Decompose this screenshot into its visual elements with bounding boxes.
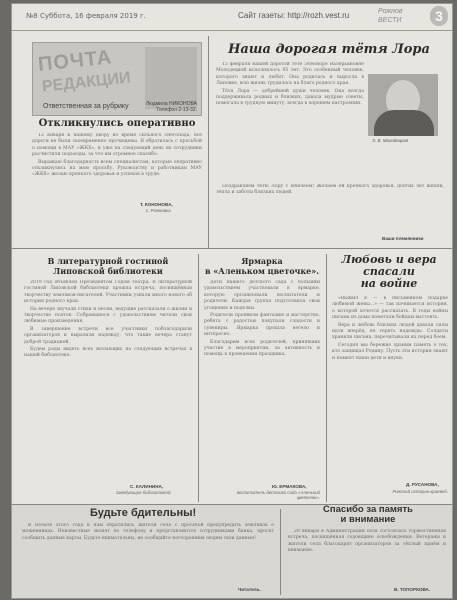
newspaper-page xyxy=(12,4,452,598)
title-line: спасали xyxy=(363,265,415,278)
bottom-right-title xyxy=(292,505,444,525)
article-prompt-title: Откликнулись оперативно xyxy=(38,118,196,129)
title-line: Спасибо за память xyxy=(323,504,413,515)
column-responsible: Ответственная за рубрику xyxy=(43,103,129,110)
article-love-signature-note: Рижский историк-краевед. xyxy=(392,489,448,494)
article-library-title xyxy=(24,256,192,276)
title-line: в «Аленьком цветочке». xyxy=(204,266,320,276)
article-library-signature-note: заведующая библиотекой. xyxy=(116,490,172,495)
article-fair-title xyxy=(204,256,320,276)
portrait-body xyxy=(374,110,434,136)
bottom-left-signature: Читатель. xyxy=(238,587,261,592)
paragraph: Поздравляем тётю Лору с юбилеем! Желаем ей крепкого здоровья, долгих лет жизни, тепла и заботы близких людей. xyxy=(216,184,444,196)
article-prompt-signature-note: с. Рожновка. xyxy=(146,208,172,213)
page-header xyxy=(12,4,452,31)
bottom-left-title: Будьте бдительны! xyxy=(90,507,197,519)
column-divider xyxy=(208,36,209,248)
article-prompt-signature: Т. КОНОНОВА, xyxy=(140,202,173,207)
bottom-strip xyxy=(12,504,452,598)
title-line: В литературной гостиной xyxy=(47,256,169,266)
paragraph: Родители проявили фантазию и мастерство, ребята с радостью покупали сладости и сувениры. Ярмарка прошла весело и интересно. xyxy=(204,313,320,338)
editor-name: Людмила НИКОНОВА xyxy=(145,101,197,107)
article-lora-body-end xyxy=(216,184,444,234)
paragraph: 12 января к нашему двору во время сильного снегопада, все дороги не были своевременно прочищены. Я обратилась с просьбой о помощи в МАУ «ЖКХ», и уже на следующий день их сотрудники расчистили подъезды, за что им огромное спасибо. xyxy=(32,133,202,158)
lora-photo xyxy=(368,74,438,136)
article-love-body xyxy=(332,296,448,480)
paragraph: 2019 год объявлен Президентом Годом театра. В литературной гостиной Липовской библиотеки прошла встреча, посвящённая творчеству земляков-писателей. Участники узнали много нового об истории родного края. xyxy=(24,280,192,305)
paragraph: Вера и любовь близких людей давали силы идти вперёд, не терять надежды. Солдаты хранили письма, перечитывали их перед боем. xyxy=(332,322,448,341)
paragraph: Сегодня мы бережно храним память о тех, кто защищал Родину. Пусть эти истории знают и помнят наши дети и внуки. xyxy=(332,342,448,361)
editor-phone: Телефон 2-13-32. xyxy=(156,107,197,113)
paragraph: 15 февраля нашей дорогой тёте Элеоноре Валерьяновне Молодецкой исполнилось 95 лет. Это особенный человек, которого знают и любят. Она родилась и выросла в Липовке, всю жизнь трудилась на благо родного края. xyxy=(216,62,364,87)
newspaper-logo: Рожнов ВЕСТИ xyxy=(378,8,403,24)
title-line: и внимание xyxy=(340,514,396,525)
column-divider xyxy=(280,509,281,595)
title-line: Ярмарка xyxy=(241,256,283,266)
article-lora-signature: Ваши племянники xyxy=(382,236,424,241)
page-number: 3 xyxy=(430,6,448,26)
editor-contact xyxy=(146,101,197,113)
article-library-signature: С. КАЛИНИНА, xyxy=(130,484,164,489)
paragraph: В начале этого года к нам обратились жители села с просьбой предупредить земляков о мошенниках. Неизвестные звонят по телефону и представляются сотрудниками банка, просят сообщить данные карты. Будьте внимательны, не сообщайте посторонним людям свои данные! xyxy=(22,523,274,541)
horizontal-divider xyxy=(12,248,452,249)
article-fair-signature-note: воспитатель детского сада «Аленький цветочек». xyxy=(236,490,320,500)
lora-photo-caption: Э. В. Молодецкая xyxy=(372,138,409,143)
mail-stamp xyxy=(37,42,132,100)
article-library-body xyxy=(24,280,192,480)
article-love-title xyxy=(330,254,448,290)
paragraph: В завершение встречи все участники поблагодарили организаторов и выразили надежду, что такие вечера станут доброй традицией. xyxy=(24,326,192,345)
stamp-line-2: РЕДАКЦИИ xyxy=(41,69,132,96)
column-divider xyxy=(198,254,199,502)
paragraph: Дети нашего детского сада с большим удовольствием участвовали в ярмарке, которую организовали воспитатели и родители. Каждая группа подготовила свои угощения и поделки. xyxy=(204,280,320,311)
bottom-left-body xyxy=(22,523,274,583)
issue-line: №8 Суббота, 16 февраля 2019 г. xyxy=(26,12,146,20)
column-divider xyxy=(326,254,327,502)
paragraph: На вечере звучали стихи и песни, ведущие рассказали о жизни и творчестве поэтов. Собравшиеся с удовольствием читали свои любимые произведения. xyxy=(24,306,192,325)
paragraph: Тётя Лора — добрейшей души человек. Она всегда поддерживала родных и близких, давала мудрые советы, помогала в трудную минуту, всегда в хорошем настроении. xyxy=(216,88,364,107)
article-fair-body xyxy=(204,280,320,480)
editor-photo xyxy=(145,47,197,109)
paragraph: Выражаю благодарность всем специалистам, которые оперативно откликнулись на мою просьбу. Руководству и работникам МАУ «ЖКХ» желаю крепкого здоровья и успехов в труде. xyxy=(32,159,202,178)
article-prompt-body xyxy=(32,133,202,201)
site-address: Сайт газеты: http://rozh.vest.ru xyxy=(238,11,350,20)
stamp-line-1: ПОЧТА xyxy=(37,46,114,76)
article-love-signature: Д. РУСАНОВА, xyxy=(406,482,439,487)
paragraph: Будем рады видеть всех желающих на следующих встречах в нашей библиотеке. xyxy=(24,347,192,359)
paragraph: Благодарим всех родителей, принявших участие в мероприятии, за активность и помощь в проведении праздника. xyxy=(204,339,320,358)
bottom-right-body xyxy=(288,529,446,585)
paragraph: 29 января в Администрации села состоялась торжественная встреча, посвящённая годовщине освобождения. Ветераны и жители села благодарят организаторов за тёплый приём и внимание. xyxy=(288,529,446,554)
bottom-right-signature: В. ТОПОРКОВА. xyxy=(394,587,431,592)
title-line: на войне xyxy=(360,277,418,290)
title-line: Липовской библиотеки xyxy=(53,266,163,276)
article-lora-body xyxy=(216,62,364,182)
paragraph: «Выжил я — в письменном подарке любимой жены...» — так начинается история, о которой хочется рассказать. В годы войны письма из дома помогали бойцам выстоять. xyxy=(332,296,448,321)
article-fair-signature: Ю. ЕРМАКОВА, xyxy=(272,484,307,489)
article-lora-title: Наша дорогая тётя Лора xyxy=(228,42,430,57)
title-line: Любовь и вера xyxy=(341,253,437,266)
